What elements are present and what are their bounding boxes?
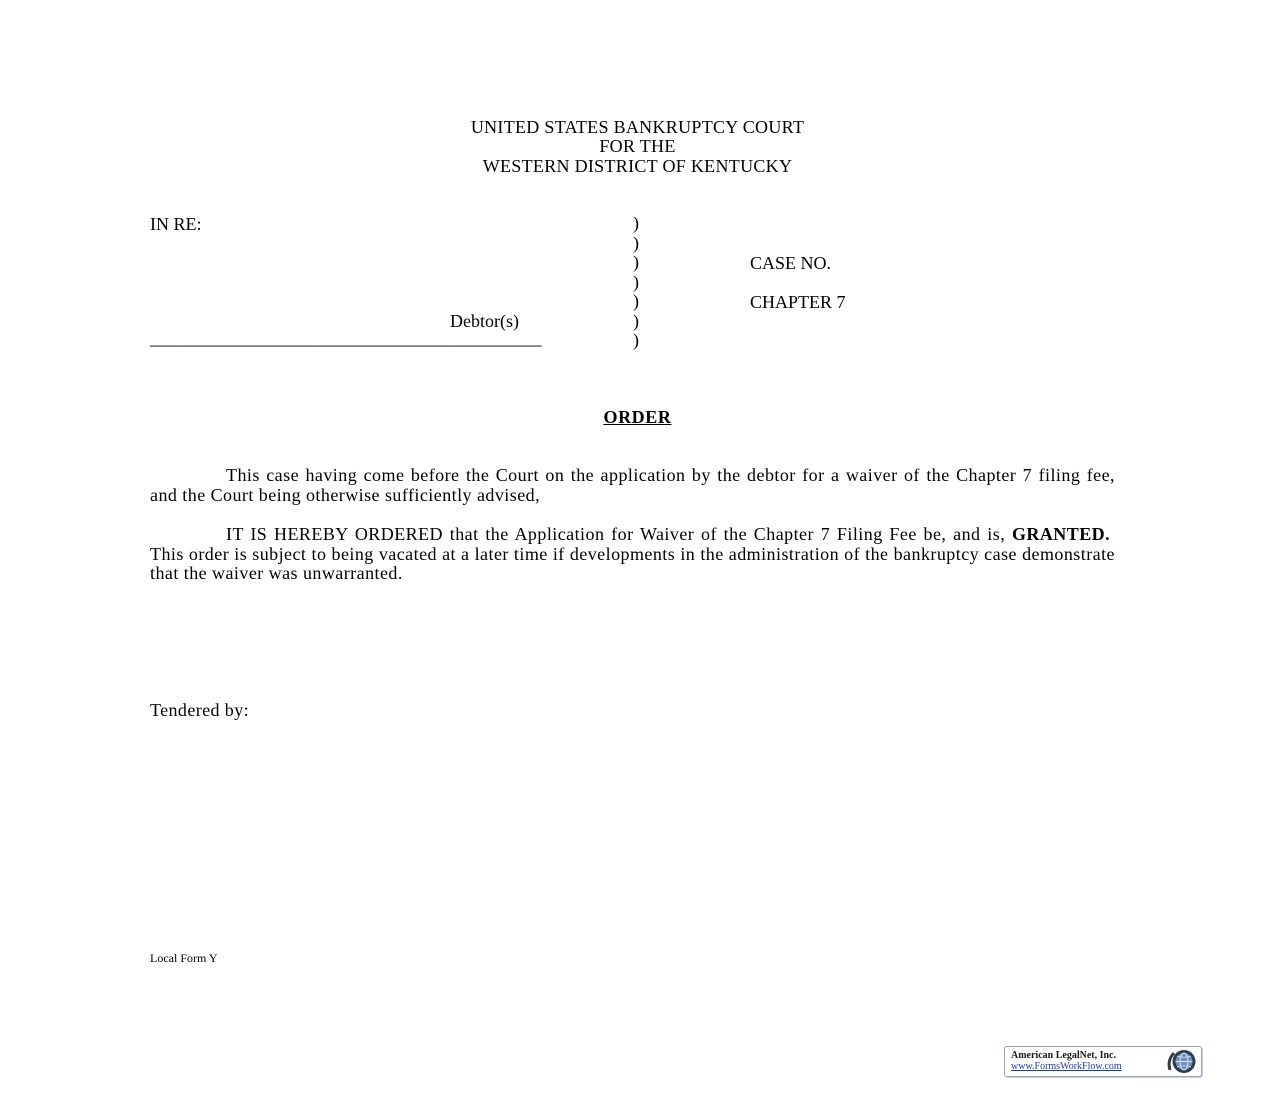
tendered-by-label: Tendered by: [150,700,250,720]
caption-paren: ) [633,291,639,311]
caption-underline: ______________________________________________ [150,328,541,348]
paragraph-1-text: This case having come before the Court on the application by the debtor for a waiver of the Chapter 7 filing fee, and the Court being otherwise sufficiently advised, [150,465,1115,505]
in-re-label: IN RE: [150,214,202,234]
globe-icon [1165,1048,1199,1075]
court-for-the: FOR THE [599,136,676,156]
granted-text: GRANTED. [1011,524,1111,544]
order-paragraph-1 [150,466,1115,505]
caption-paren: ) [633,213,639,233]
caption-paren: ) [633,271,639,292]
local-form-label: Local Form Y [150,951,218,965]
court-district: WESTERN DISTRICT OF KENTUCKY [482,156,793,176]
logo-website-link[interactable]: www.FormsWorkFlow.com [1011,1061,1122,1072]
case-number-label: CASE NO. [750,253,832,273]
paragraph-2-text-start: IT IS HEREBY ORDERED that the Application for Waiver of the Chapter 7 Filing Fee be, and is, [226,524,1006,544]
caption-paren: ) [633,330,639,350]
order-title: ORDER [603,407,672,427]
logo-company-name: American LegalNet, Inc. [1011,1050,1116,1061]
caption-paren: ) [633,310,639,331]
chapter-label: CHAPTER 7 [750,292,846,312]
court-name: UNITED STATES BANKRUPTCY COURT [470,117,805,137]
publisher-logo[interactable] [1004,1046,1202,1077]
paragraph-2-text-end: This order is subject to being vacated at a later time if developments in the administration of the bankruptcy case demonstrate that the waiver was unwarranted. [150,543,1115,583]
caption-paren: ) [633,252,639,272]
debtor-label: Debtor(s) [450,311,519,331]
order-paragraph-2 [150,525,1115,584]
caption-paren: ) [633,232,639,253]
